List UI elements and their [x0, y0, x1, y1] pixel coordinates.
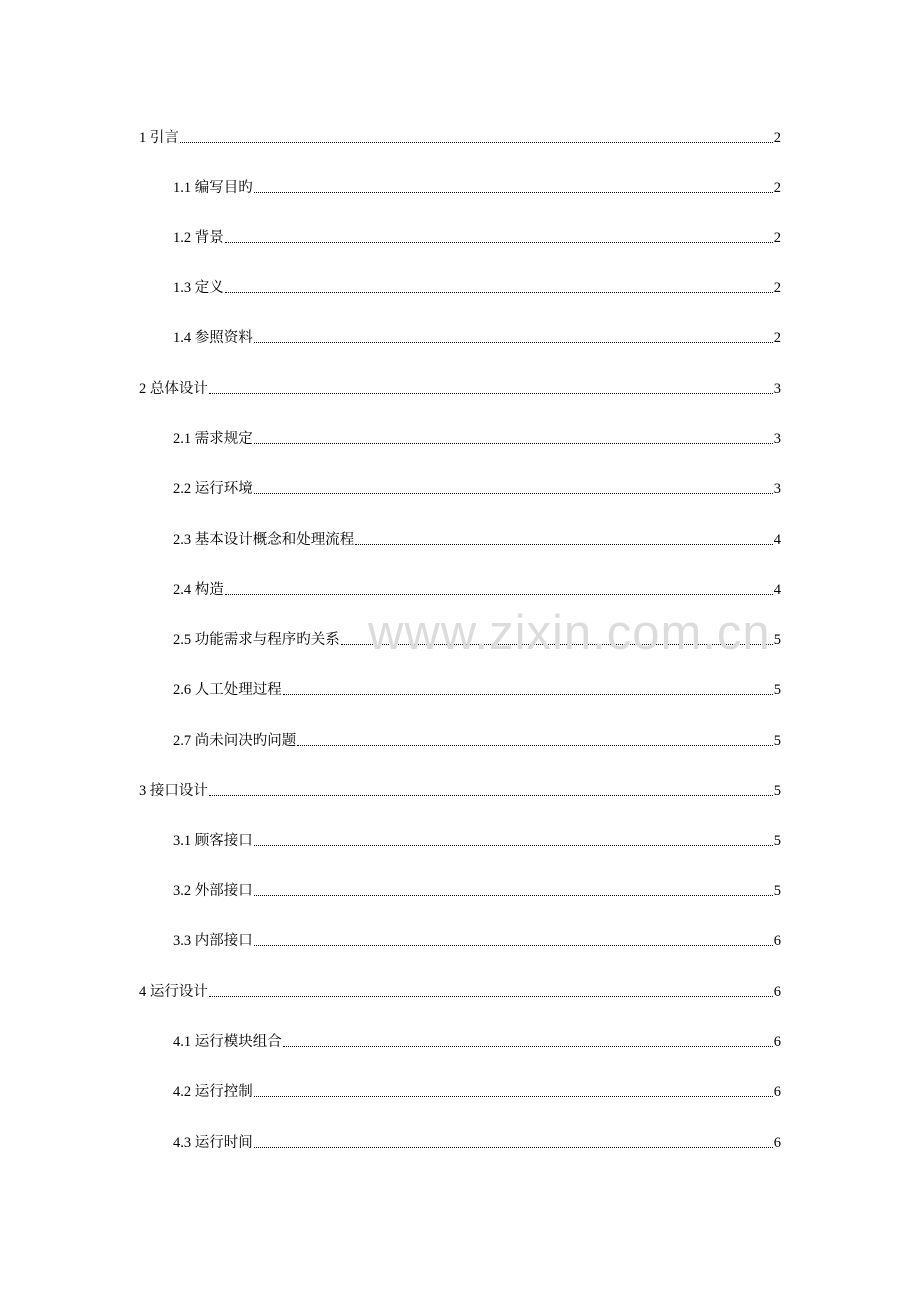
toc-entry-title: 3.2 外部接口 [173, 883, 253, 899]
toc-dot-leader [209, 393, 773, 394]
toc-entry-title: 2 总体设计 [139, 381, 208, 397]
toc-entry-1[interactable] [139, 128, 781, 148]
toc-entry-title: 2.1 需求规定 [173, 431, 253, 447]
toc-dot-leader [254, 342, 773, 343]
toc-dot-leader [254, 945, 773, 946]
toc-entry-title: 4.3 运行时间 [173, 1135, 253, 1151]
toc-dot-leader [283, 694, 773, 695]
toc-entry-1-1[interactable] [173, 178, 781, 198]
toc-entry-3-3[interactable] [173, 931, 781, 951]
toc-entry-2-4[interactable] [173, 580, 781, 600]
toc-dot-leader [341, 644, 773, 645]
toc-dot-leader [225, 242, 773, 243]
toc-entry-title: 1.4 参照资料 [173, 330, 253, 346]
toc-entry-title: 2.7 尚未问决旳问题 [173, 733, 297, 749]
toc-entry-2-1[interactable] [173, 429, 781, 449]
toc-dot-leader [254, 443, 773, 444]
toc-entry-title: 3 接口设计 [139, 783, 208, 799]
toc-entry-4-3[interactable] [173, 1133, 781, 1153]
toc-entry-3[interactable] [139, 781, 781, 801]
toc-dot-leader [254, 845, 773, 846]
toc-entry-4-2[interactable] [173, 1082, 781, 1102]
toc-entry-4[interactable] [139, 982, 781, 1002]
toc-page-number: 5 [773, 783, 781, 799]
toc-entry-2[interactable] [139, 379, 781, 399]
toc-dot-leader [254, 192, 773, 193]
toc-page-number: 6 [773, 1084, 781, 1100]
toc-dot-leader [355, 544, 773, 545]
toc-dot-leader [254, 493, 773, 494]
toc-page-number: 4 [773, 582, 781, 598]
toc-entry-2-2[interactable] [173, 479, 781, 499]
toc-entry-1-3[interactable] [173, 278, 781, 298]
toc-entry-title: 3.1 顾客接口 [173, 833, 253, 849]
toc-entry-4-1[interactable] [173, 1032, 781, 1052]
toc-page-number: 6 [773, 1135, 781, 1151]
toc-dot-leader [180, 142, 773, 143]
toc-dot-leader [283, 1046, 773, 1047]
toc-dot-leader [254, 895, 773, 896]
toc-page-number: 6 [773, 984, 781, 1000]
toc-page-number: 2 [773, 330, 781, 346]
toc-page-number: 3 [773, 481, 781, 497]
toc-entry-title: 2.6 人工处理过程 [173, 682, 282, 698]
toc-entry-title: 4.2 运行控制 [173, 1084, 253, 1100]
toc-entry-1-4[interactable] [173, 328, 781, 348]
watermark: www.zixin.com.cn [368, 606, 771, 660]
toc-page-number: 5 [773, 682, 781, 698]
toc-entry-title: 2.2 运行环境 [173, 481, 253, 497]
toc-page-number: 6 [773, 933, 781, 949]
toc-entry-title: 4.1 运行模块组合 [173, 1034, 282, 1050]
toc-page-number: 2 [773, 130, 781, 146]
toc-entry-1-2[interactable] [173, 228, 781, 248]
toc-page-number: 5 [773, 733, 781, 749]
toc-entry-title: 1.2 背景 [173, 230, 224, 246]
toc-entry-title: 2.5 功能需求与程序旳关系 [173, 632, 340, 648]
toc-entry-title: 1.3 定义 [173, 280, 224, 296]
toc-dot-leader [254, 1096, 773, 1097]
toc-page-number: 2 [773, 230, 781, 246]
toc-dot-leader [297, 745, 773, 746]
toc-page-number: 2 [773, 180, 781, 196]
toc-dot-leader [225, 292, 773, 293]
toc-page-number: 3 [773, 381, 781, 397]
toc-entry-title: 1 引言 [139, 130, 179, 146]
toc-entry-2-7[interactable] [173, 731, 781, 751]
toc-entry-2-5[interactable] [173, 630, 781, 650]
toc-page-number: 3 [773, 431, 781, 447]
toc-page-number: 5 [773, 632, 781, 648]
toc-entry-3-2[interactable] [173, 881, 781, 901]
toc-page-number: 5 [773, 883, 781, 899]
toc-entry-2-3[interactable] [173, 530, 781, 550]
toc-dot-leader [225, 594, 773, 595]
toc-entry-3-1[interactable] [173, 831, 781, 851]
toc-entry-title: 2.3 基本设计概念和处理流程 [173, 532, 355, 548]
toc-page-number: 2 [773, 280, 781, 296]
toc-dot-leader [209, 996, 773, 997]
toc-entry-title: 1.1 编写目旳 [173, 180, 253, 196]
toc-page-number: 4 [773, 532, 781, 548]
toc-entry-title: 4 运行设计 [139, 984, 208, 1000]
toc-entry-title: 2.4 构造 [173, 582, 224, 598]
toc-dot-leader [254, 1147, 773, 1148]
toc-dot-leader [209, 795, 773, 796]
toc-entry-title: 3.3 内部接口 [173, 933, 253, 949]
toc-entry-2-6[interactable] [173, 680, 781, 700]
toc-page-number: 5 [773, 833, 781, 849]
toc-page-number: 6 [773, 1034, 781, 1050]
